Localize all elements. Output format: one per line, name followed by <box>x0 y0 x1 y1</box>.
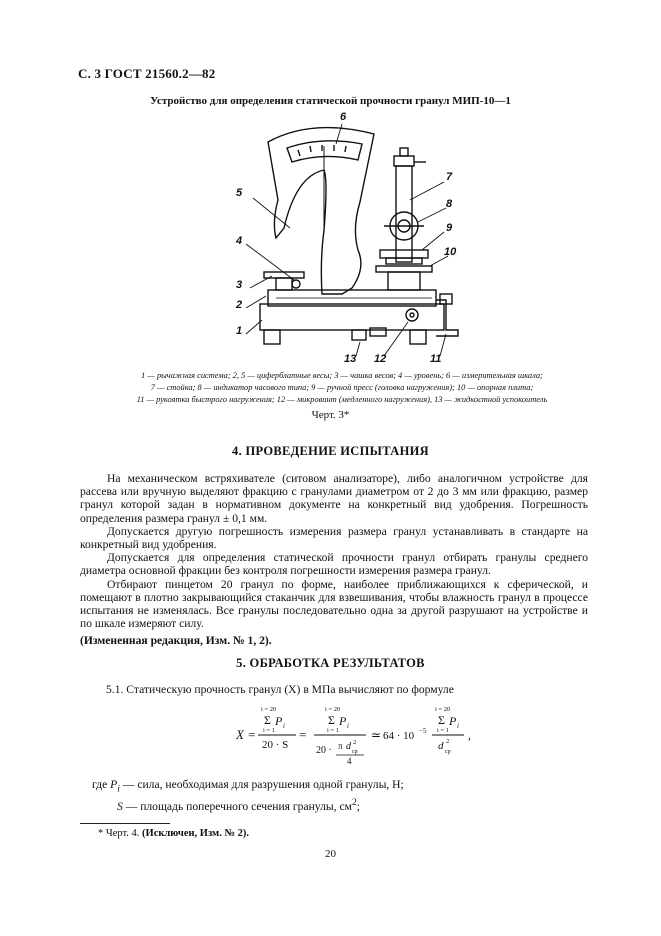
caption-line: 7 — стойка; 8 — индикатор часового типа; 9 — ручной пресс (головка нагружения); 10 — опорная плита; <box>150 383 534 392</box>
svg-text:i = 1: i = 1 <box>437 727 449 734</box>
svg-text:i = 20: i = 20 <box>325 706 341 713</box>
section-5-title: 5. ОБРАБОТКА РЕЗУЛЬТАТОВ <box>236 656 425 670</box>
svg-text:d: d <box>438 740 444 752</box>
label-13: 13 <box>344 353 357 365</box>
paragraph: Отбирают пинцетом 20 гранул по форме, наиболее приближающихся к сферической, и помещают в плотно закрывающийся стаканчик для взвешивания, чтобы влажность гранул в процессе испытания не изменялась. Все гранулы последовательно одна за другой разрушают на устройстве и по шкале измеряют силу. <box>80 577 588 631</box>
svg-text:i: i <box>283 722 285 730</box>
svg-text:Σ: Σ <box>328 713 335 727</box>
label-3: 3 <box>236 279 243 291</box>
svg-text:d: d <box>346 741 351 752</box>
formula-legend <box>92 778 404 814</box>
label-5: 5 <box>236 187 243 199</box>
micro-screw <box>406 309 418 321</box>
label-4: 4 <box>236 235 243 247</box>
label-11: 11 <box>430 353 442 365</box>
strength-formula <box>230 703 480 769</box>
section-4-title: 4. ПРОВЕДЕНИЕ ИСПЫТАНИЯ <box>232 444 429 458</box>
paragraph: На механическом встряхивателе (ситовом анализаторе), либо аналогичном устройстве для рассева или вручную выделяют фракцию с гранулами диаметром от 2 до 3 мм или фракцию, размер гранул которой задан в нормативном документе на конкретный вид удобрения. Погрешность определения размера гранул ± 0,1 мм. <box>80 472 588 525</box>
label-7: 7 <box>446 171 453 183</box>
svg-text:P: P <box>339 714 347 728</box>
footnote-rule <box>80 823 170 824</box>
svg-text:20 ·: 20 · <box>316 745 332 756</box>
level <box>292 280 300 288</box>
scale-body <box>268 128 374 294</box>
section-4-body <box>80 472 588 648</box>
label-1: 1 <box>236 325 243 337</box>
liquid-damper <box>352 330 366 340</box>
svg-text:64 · 10: 64 · 10 <box>383 730 415 742</box>
caption-line: 11 — рукоятка быстрого нагружения; 12 — микровинт (медленного нагружения), 13 — жидкостной успокоитель <box>136 395 548 404</box>
svg-text:i: i <box>347 722 349 730</box>
page-header: С. 3 ГОСТ 21560.2—82 <box>78 66 216 81</box>
clause-5-1: 5.1. Статическую прочность гранул (X) в МПа вычисляют по формуле <box>106 683 454 696</box>
label-2: 2 <box>236 299 243 311</box>
svg-text:20 · S: 20 · S <box>262 739 289 751</box>
label-9: 9 <box>446 222 453 234</box>
svg-text:Σ: Σ <box>438 713 445 727</box>
svg-text:4: 4 <box>347 756 352 766</box>
svg-text:P: P <box>275 714 283 728</box>
foot-right <box>410 330 426 344</box>
svg-text:ср: ср <box>352 749 358 755</box>
svg-text:ср: ср <box>445 749 451 755</box>
svg-text:i = 20: i = 20 <box>435 706 451 713</box>
revision-note: (Измененная редакция, Изм. № 1, 2). <box>80 634 272 648</box>
label-10: 10 <box>444 246 457 258</box>
figure-title: Устройство для определения статической прочности гранул МИП-10—1 <box>150 95 511 107</box>
svg-text:i = 1: i = 1 <box>327 727 339 734</box>
figure-number: Черт. 3* <box>311 409 350 421</box>
svg-text:,: , <box>468 728 471 742</box>
press-head <box>380 250 428 258</box>
svg-text:−5: −5 <box>419 727 427 735</box>
svg-text:≃: ≃ <box>371 728 382 742</box>
svg-text:i = 20: i = 20 <box>261 706 277 713</box>
svg-text:π: π <box>338 741 343 751</box>
svg-text:i = 1: i = 1 <box>263 727 275 734</box>
formula-eq: = <box>248 727 256 742</box>
footnote: * Черт. 4. (Исключен, Изм. № 2). <box>98 828 249 839</box>
label-6: 6 <box>340 111 347 123</box>
page-number: 20 <box>325 848 336 860</box>
svg-text:Σ: Σ <box>264 713 271 727</box>
svg-text:2: 2 <box>446 738 450 745</box>
formula-lhs: X <box>236 727 244 742</box>
foot-left <box>264 330 280 344</box>
support-plate <box>376 266 432 272</box>
legend-line-p: где $P_i$ — сила, необходимая для разрушения одной гранулы, Н; <box>92 778 404 795</box>
svg-text:i: i <box>457 722 459 730</box>
svg-text:2: 2 <box>353 739 357 746</box>
stand-column <box>396 166 412 262</box>
label-12: 12 <box>374 353 387 365</box>
device-drawing <box>232 110 472 368</box>
foot-mid <box>370 328 386 336</box>
figure-caption <box>92 370 592 406</box>
legend-line-s: S — площадь поперечного сечения гранулы, $см^2$; <box>117 797 360 814</box>
caption-line: 1 — рычажная система; 2, 5 — циферблатные весы; 3 — чашка весов; 4 — уровень; 6 — измерительная шкала; <box>141 371 543 380</box>
paragraph: Допускается другую погрешность измерения размера гранул устанавливать в стандарте на конкретный вид удобрения. <box>80 524 588 552</box>
paragraph: Допускается для определения статической прочности гранул отбирать гранулы среднего диаметра основной фракции без контроля погрешности измерения размера гранул. <box>80 551 588 578</box>
label-8: 8 <box>446 198 453 210</box>
svg-text:P: P <box>449 714 457 728</box>
svg-text:=: = <box>299 727 307 742</box>
